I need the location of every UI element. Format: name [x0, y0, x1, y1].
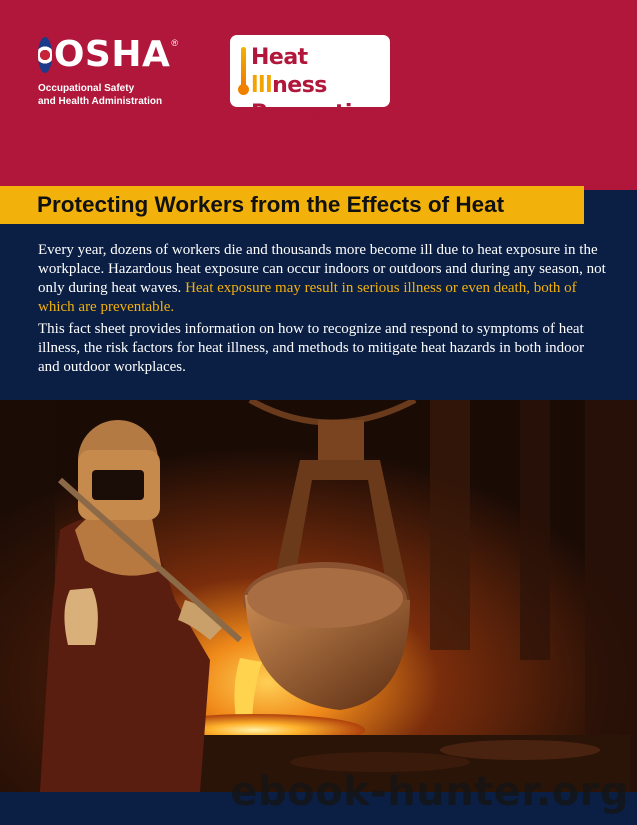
foundry-photo: [0, 400, 637, 792]
badge-bars: lll: [251, 73, 273, 98]
registered-mark: ®: [171, 38, 178, 48]
osha-logo: [38, 36, 178, 110]
heat-illness-prevention-badge: [230, 35, 390, 126]
thermometer-icon: [238, 47, 250, 97]
osha-subtitle-line2: and Health Administration: [38, 96, 163, 107]
header-band: [0, 0, 637, 190]
intro-paragraph-2: This fact sheet provides information on how to recognize and respond to symptoms of heat illness, the risk factors for heat illness, and methods to mitigate heat hazards in both indoor and outdoor workplaces.: [38, 321, 585, 375]
badge-line2: Prevention: [251, 101, 382, 126]
badge-line1-suffix: ness: [272, 73, 327, 98]
title-banner: [0, 186, 584, 224]
intro-p1-text: Every year, dozens of workers die and thousands more become ill due to heat exposure in the workplace. Hazardous heat exposure can occur indoors or outdoors and during any season, not only during heat waves.: [38, 242, 606, 296]
watermark-text: ebook-hunter.org: [230, 769, 629, 815]
badge-text: [251, 44, 387, 128]
page-title: Protecting Workers from the Effects of Heat: [37, 192, 505, 217]
osha-subtitle: [38, 82, 178, 108]
osha-wordmark: [38, 36, 178, 78]
foundry-worker-photo-icon: [0, 400, 637, 792]
intro-paragraph-1: [38, 241, 606, 317]
osha-logo-text: OSHA: [53, 34, 171, 75]
badge-line1-prefix: Heat: [251, 45, 308, 70]
intro-section: [0, 224, 637, 400]
osha-globe-icon: [38, 37, 52, 73]
badge-line1: [251, 44, 387, 100]
osha-subtitle-line1: Occupational Safety: [38, 83, 135, 94]
intro-p1-highlight: Heat exposure may result in serious illness or even death, both of which are preventable.: [38, 280, 577, 315]
